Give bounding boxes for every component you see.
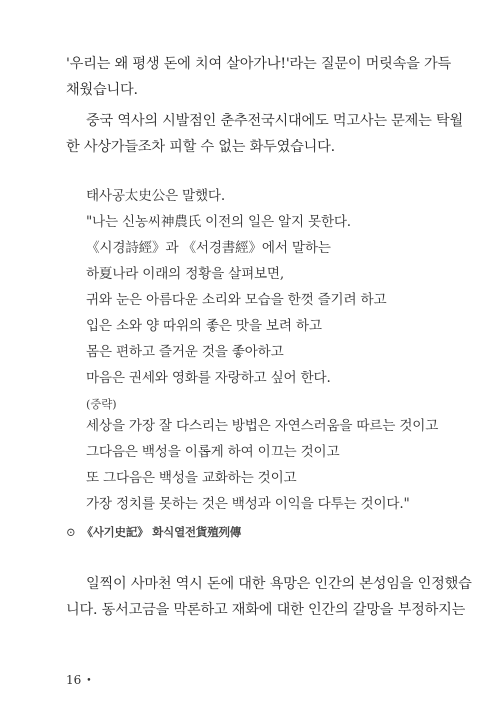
paragraph-1-line-2: 채웠습니다. bbox=[66, 82, 138, 98]
paragraph-1-line-1: '우리는 왜 평생 돈에 치여 살아가나!'라는 질문이 머릿속을 가득 bbox=[66, 56, 452, 72]
quote-line: 몸은 편하고 즐거운 것을 좋아하고 bbox=[86, 344, 284, 360]
paragraph-2-line-1: 중국 역사의 시발점인 춘추전국시대에도 먹고사는 문제는 탁월 bbox=[86, 113, 463, 129]
quote-source bbox=[66, 522, 241, 542]
quote-line: 그다음은 백성을 이롭게 하여 이끄는 것이고 bbox=[86, 444, 340, 460]
source-citation: 《사기史記》 화식열전貨殖列傳 bbox=[81, 525, 242, 539]
quote-line: 입은 소와 양 따위의 좋은 맛을 보려 하고 bbox=[86, 318, 322, 334]
quote-intro: 태사공太史公은 말했다. bbox=[86, 188, 225, 204]
quote-line: 하夏나라 이래의 정황을 살펴보면, bbox=[86, 266, 284, 282]
quote-line: 또 그다음은 백성을 교화하는 것이고 bbox=[86, 470, 297, 486]
page-folio bbox=[66, 673, 92, 687]
quote-ellipsis: (중략) bbox=[86, 397, 117, 411]
closing-paragraph-line-1: 일찍이 사마천 역시 돈에 대한 욕망은 인간의 본성임을 인정했습 bbox=[86, 576, 472, 592]
quote-line: 세상을 가장 잘 다스리는 방법은 자연스러움을 따르는 것이고 bbox=[86, 418, 439, 434]
folio-dot-icon: • bbox=[86, 675, 92, 686]
quote-line: 가장 정치를 못하는 것은 백성과 이익을 다투는 것이다." bbox=[86, 496, 410, 512]
paragraph-2-line-2: 한 사상가들조차 피할 수 없는 화두였습니다. bbox=[66, 139, 335, 155]
quote-line: 귀와 눈은 아름다운 소리와 모습을 한껏 즐기려 하고 bbox=[86, 292, 387, 308]
quote-line: 《시경詩經》과 《서경書經》에서 말하는 bbox=[86, 240, 331, 256]
page-number: 16 bbox=[66, 673, 82, 687]
quote-line: "나는 신농씨神農氏 이전의 일은 알지 못한다. bbox=[86, 214, 351, 230]
circled-dot-icon: ⊙ bbox=[66, 525, 76, 539]
closing-paragraph-line-2: 니다. 동서고금을 막론하고 재화에 대한 인간의 갈망을 부정하지는 bbox=[66, 602, 466, 618]
quote-line: 마음은 권세와 영화를 자랑하고 싶어 한다. bbox=[86, 370, 331, 386]
